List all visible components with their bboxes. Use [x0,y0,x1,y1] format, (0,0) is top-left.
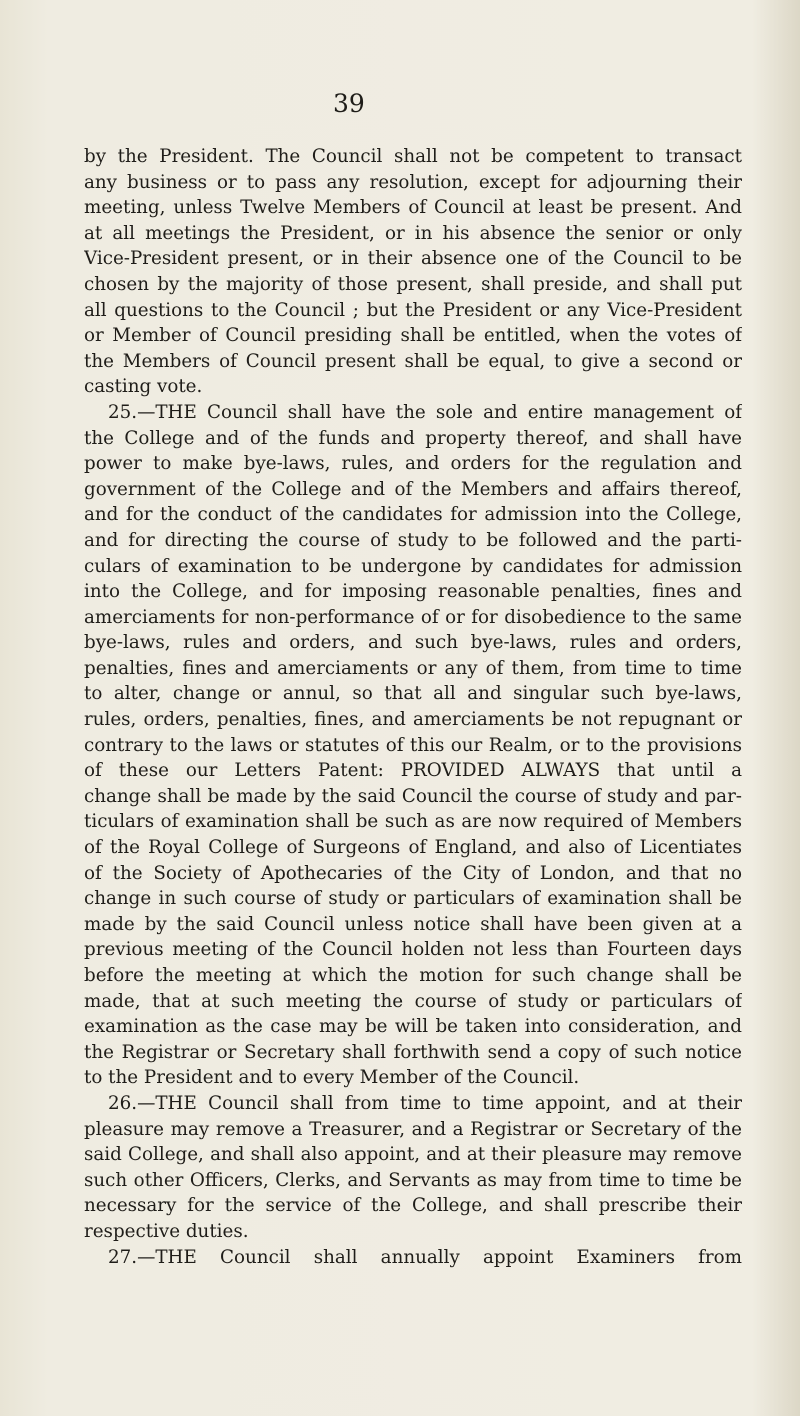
text-line: any business or to pass any resolution, except for adjourning their [84,171,742,193]
text-line: respective duties. [84,1220,249,1242]
text-line: examination as the case may be will be taken into consideration, and [84,1016,742,1038]
text-line: previous meeting of the Council holden not less than Fourteen days [84,939,742,961]
text-line: or Member of Council presiding shall be entitled, when the votes of [84,325,742,347]
text-line: and for directing the course of study to be followed and the parti- [84,529,742,551]
text-line: contrary to the laws or statutes of this our Realm, or to the provisions [84,734,742,756]
text-line: before the meeting at which the motion for such change shall be [84,965,742,986]
text-line: the Registrar or Secretary shall forthwith send a copy of such notice [84,1041,742,1063]
text-line: Vice-President present, or in their absence one of the Council to be [84,248,742,270]
text-line: of these our Letters Patent: PROVIDED ALWAYS that until a [84,760,742,782]
text-line: power to make bye-laws, rules, and orders for the regulation and [84,453,742,475]
text-line: culars of examination to be undergone by candidates for admission [84,555,742,577]
text-line: by the President. The Council shall not be competent to transact [84,146,742,167]
text-line: the Members of Council present shall be equal, to give a second or [84,350,742,372]
text-line: such other Officers, Clerks, and Servants as may from time to time be [84,1169,742,1191]
text-line: 27.—THE Council shall annually appoint Examiners from [108,1246,742,1268]
text-line: bye-laws, rules and orders, and such bye-laws, rules and orders, [84,632,742,654]
text-line: penalties, fines and amerciaments or any of them, from time to time [84,657,742,679]
text-line: casting vote. [84,376,203,398]
text-line: necessary for the service of the College, and shall prescribe their [84,1195,742,1217]
body-text [84,144,742,1270]
text-line: pleasure may remove a Treasurer, and a Registrar or Secretary of the [84,1118,742,1140]
text-line: amerciaments for non-performance of or for disobedience to the same [84,606,742,628]
text-line: 26.—THE Council shall from time to time appoint, and at their [108,1092,742,1114]
page-number: 39 [333,89,365,118]
text-line: to the President and to every Member of the Council. [84,1067,580,1089]
text-line: of the Society of Apothecaries of the City of London, and that no [84,862,742,884]
text-line: chosen by the majority of those present, shall preside, and shall put [84,273,742,295]
text-line: to alter, change or annul, so that all and singular such bye-laws, [84,683,742,705]
text-line: ticulars of examination shall be such as are now required of Members [84,811,742,833]
text-line: the College and of the funds and property thereof, and shall have [84,427,742,449]
text-line: and for the conduct of the candidates for admission into the College, [84,504,742,526]
text-line: into the College, and for imposing reasonable penalties, fines and [84,581,742,603]
text-line: all questions to the Council ; but the President or any Vice-President [84,299,742,321]
text-line: meeting, unless Twelve Members of Council at least be present. And [84,197,742,219]
text-line: 25.—THE Council shall have the sole and entire management of [108,401,742,423]
text-line: change in such course of study or particulars of examination shall be [84,888,742,910]
text-line: at all meetings the President, or in his absence the senior or only [84,222,742,244]
text-line: made by the said Council unless notice shall have been given at a [84,913,742,935]
text-line: said College, and shall also appoint, and at their pleasure may remove [84,1144,742,1166]
text-line: made, that at such meeting the course of study or particulars of [84,990,742,1012]
text-line: of the Royal College of Surgeons of England, and also of Licentiates [84,837,742,859]
text-line: government of the College and of the Members and affairs thereof, [84,478,742,500]
text-line: rules, orders, penalties, fines, and amerciaments be not repugnant or [84,709,742,731]
text-line: change shall be made by the said Council the course of study and par- [84,785,742,807]
